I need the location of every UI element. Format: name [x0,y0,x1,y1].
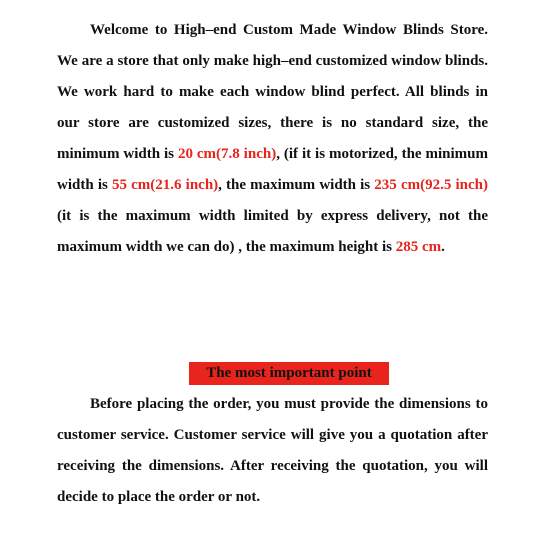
max-height-value: 285 cm [395,239,442,255]
min-width-value: 20 cm(7.8 inch) [177,146,277,162]
max-width-value: 235 cm(92.5 inch) [374,177,488,193]
intro-paragraph [57,15,488,263]
intro-text-3: , the maximum width is [218,177,375,193]
intro-text-1: Welcome to High–end Custom Made Window Blinds Store. We are a store that only make high–end customized window blinds. We work hard to make each window blind perfect. All blinds in our store are customized sizes, there is no standard size, the minimum width is [57,22,488,162]
intro-text-4: (it is the maximum width limited by express delivery, not the maximum width we can do) , the maximum height is [57,208,488,255]
intro-text-5: . [441,239,445,255]
intro-text-2: , (if it is motorized, the minimum width is [57,146,488,193]
important-point-banner: The most important point [189,362,389,385]
ordering-paragraph: Before placing the order, you must provide the dimensions to customer service. Customer service will give you a quotation after receiving the dimensions. After receiving the quotation, you will decide to place the order or not. [57,396,488,505]
min-width-motorized-value: 55 cm(21.6 inch) [111,177,219,193]
